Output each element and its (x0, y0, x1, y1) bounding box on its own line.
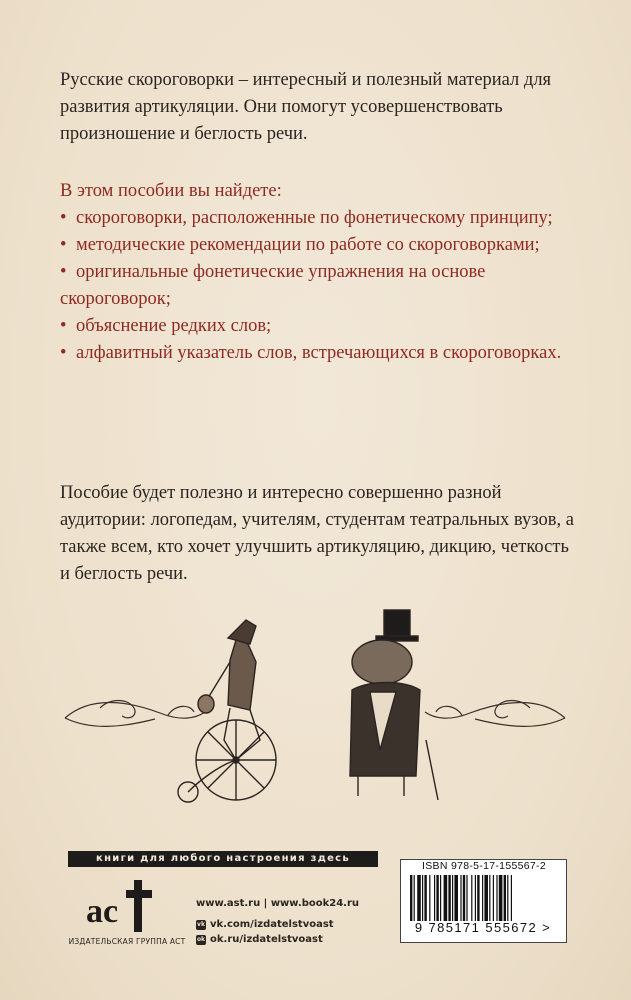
barcode-bar (414, 875, 415, 921)
barcode-digits: 9 785171 555672 > (414, 920, 552, 935)
outro-paragraph (60, 480, 580, 588)
left-flourish-icon (65, 701, 205, 727)
barcode-bar (448, 875, 450, 921)
barcode-bar (493, 875, 494, 921)
list-item (60, 313, 570, 340)
list-lead: В этом пособии вы найдете: (60, 181, 282, 201)
hippo-in-top-hat-icon (350, 610, 438, 800)
ok-icon: ok (196, 935, 206, 943)
barcode-bar (496, 875, 497, 921)
isbn-text: ISBN 978-5-17-155567-2 (422, 860, 546, 872)
list-item-text: алфавитный указатель слов, встречающихся в скороговорках. (76, 343, 562, 363)
barcode-bar (466, 875, 467, 921)
list-item (60, 205, 570, 232)
barcode-bar (504, 875, 506, 921)
barcode-bar (475, 875, 476, 921)
barcode-bar (424, 875, 426, 921)
bullet-icon: • (60, 316, 67, 336)
barcode-bar (429, 875, 430, 921)
barcode-bar (489, 875, 490, 921)
intro-paragraph (60, 67, 560, 148)
bullet-icon: • (60, 262, 67, 282)
publisher-links (196, 893, 386, 950)
list-item (60, 232, 570, 259)
barcode-bar (454, 875, 458, 921)
barcode-bar (484, 875, 488, 921)
list-item-text: объяснение редких слов; (76, 316, 272, 336)
illustration-horse-and-hippo (60, 600, 570, 810)
barcode-bar (434, 875, 435, 921)
bullet-icon: • (60, 235, 67, 255)
vk-icon: vk (197, 920, 205, 928)
barcode-bar (471, 875, 472, 921)
list-item (60, 340, 570, 367)
vk-link-text: vk.com/izdatelstvoast (210, 919, 334, 930)
barcode-bar (511, 875, 512, 921)
barcode-bar (460, 875, 461, 921)
barcode-bar (444, 875, 448, 921)
outro-text: Пособие будет полезно и интересно совершенно разной аудитории: логопедам, учителям, студентам театральных вузов, а также всем, кто хочет улучшить артикуляцию, дикцию, четкость и беглость речи. (60, 483, 574, 584)
barcode-bar (482, 875, 483, 921)
barcode-bar (422, 875, 423, 921)
barcode-bar (440, 875, 441, 921)
barcode-icon (408, 875, 556, 921)
horse-on-bicycle-icon (178, 620, 276, 802)
list-item-text: методические рекомендации по работе со скороговорками; (76, 235, 540, 255)
intro-text: Русские скороговорки – интересный и полезный материал для развития артикуляции. Они помогут усовершенствовать произношение и беглость речи. (60, 70, 552, 144)
list-item-text: скороговорки, расположенные по фонетическому принципу; (76, 208, 553, 228)
barcode-bar (436, 875, 438, 921)
websites-link[interactable]: www.ast.ru | www.book24.ru (196, 898, 360, 909)
ast-logo-icon (82, 876, 162, 936)
barcode-bar (499, 875, 503, 921)
contents-list (60, 178, 570, 367)
barcode-bar (410, 875, 412, 921)
bullet-icon: • (60, 343, 67, 363)
barcode-bar (463, 875, 465, 921)
barcode-bar (507, 875, 508, 921)
ok-link-text: ok.ru/izdatelstvoast (210, 934, 323, 945)
right-flourish-icon (425, 701, 565, 727)
logo-letters: ac (86, 893, 119, 930)
slogan-banner: книги для любого настроения здесь (68, 851, 378, 867)
ok-link[interactable] (196, 929, 386, 950)
feature-list (60, 205, 570, 367)
bullet-icon: • (60, 208, 67, 228)
publisher-name: ИЗДАТЕЛЬСКАЯ ГРУППА АСТ (68, 937, 186, 946)
barcode-bar (417, 875, 421, 921)
list-item (60, 259, 570, 313)
barcode-bar (477, 875, 479, 921)
list-item-text: оригинальные фонетические упражнения на основе скороговорок; (60, 262, 486, 309)
barcode-bar (452, 875, 453, 921)
